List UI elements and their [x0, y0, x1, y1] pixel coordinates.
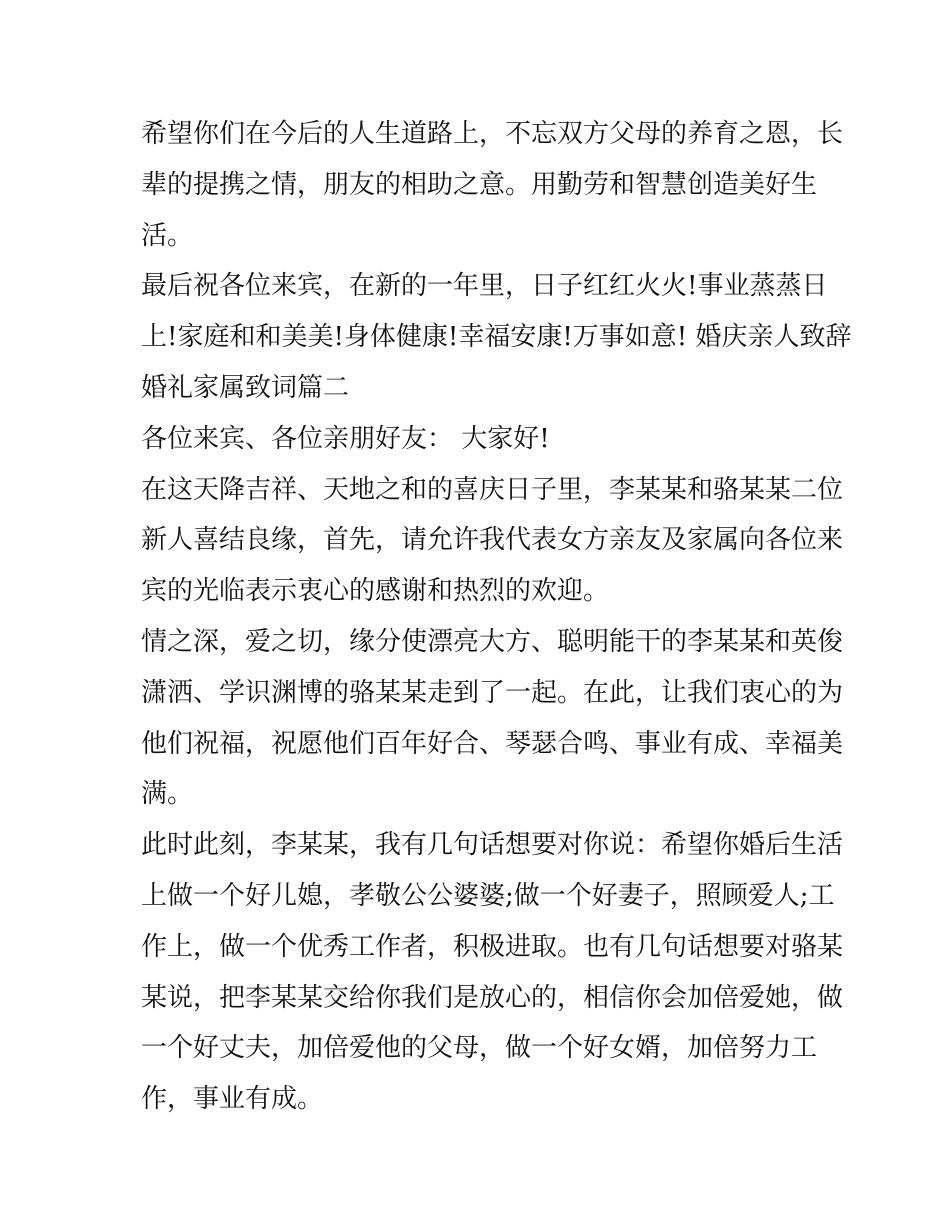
text-line: 满。 [141, 779, 194, 810]
text-line: 各位来宾、各位亲朋好友： 大家好! [141, 423, 550, 454]
text-line: 在这天降吉祥、天地之和的喜庆日子里，李某某和骆某某二位 [141, 474, 844, 505]
text-line: 希望你们在今后的人生道路上，不忘双方父母的养育之恩，长 [141, 119, 844, 149]
paragraph-welcome [141, 465, 844, 617]
text-line: 情之深，爱之切，缘分使漂亮大方、聪明能干的李某某和英俊 [141, 626, 844, 657]
text-line: 上做一个好儿媳，孝敬公公婆婆;做一个好妻子，照顾爱人;工 [141, 880, 835, 911]
paragraph-wishes [141, 109, 844, 261]
text-line: 最后祝各位来宾，在新的一年里，日子红红火火!事业蒸蒸日 [141, 271, 828, 302]
text-line: 作上，做一个优秀工作者，积极进取。也有几句话想要对骆某 [141, 931, 844, 962]
paragraph-blessings [141, 261, 852, 363]
text-line: 某说，把李某某交给你我们是放心的，相信你会加倍爱她，做 [141, 982, 844, 1013]
text-line: 他们祝福，祝愿他们百年好合、琴瑟合鸣、事业有成、幸福美 [141, 728, 844, 759]
text-line: 上!家庭和和美美!身体健康!幸福安康!万事如意! 婚庆亲人致辞 [141, 322, 852, 353]
text-line: 新人喜结良缘，首先，请允许我代表女方亲友及家属向各位来 [141, 525, 844, 556]
text-line: 作，事业有成。 [141, 1084, 324, 1115]
text-line: 辈的提携之情，朋友的相助之意。用勤劳和智慧创造美好生 [141, 169, 818, 200]
text-line: 宾的光临表示衷心的感谢和热烈的欢迎。 [141, 576, 610, 607]
text-line: 活。 [141, 220, 194, 251]
text-line: 一个好丈夫，加倍爱他的父母，做一个好女婿，加倍努力工 [141, 1033, 818, 1064]
text-line: 此时此刻，李某某，我有几句话想要对你说：希望你婚后生活 [141, 830, 844, 861]
paragraph-couple [141, 617, 844, 820]
paragraph-advice [141, 820, 844, 1125]
document-body [141, 109, 852, 1125]
text-line: 潇洒、学识渊博的骆某某走到了一起。在此，让我们衷心的为 [141, 677, 844, 708]
paragraph-greeting [141, 414, 821, 465]
section-heading [141, 363, 821, 414]
heading-line: 婚礼家属致词篇二 [141, 372, 350, 403]
